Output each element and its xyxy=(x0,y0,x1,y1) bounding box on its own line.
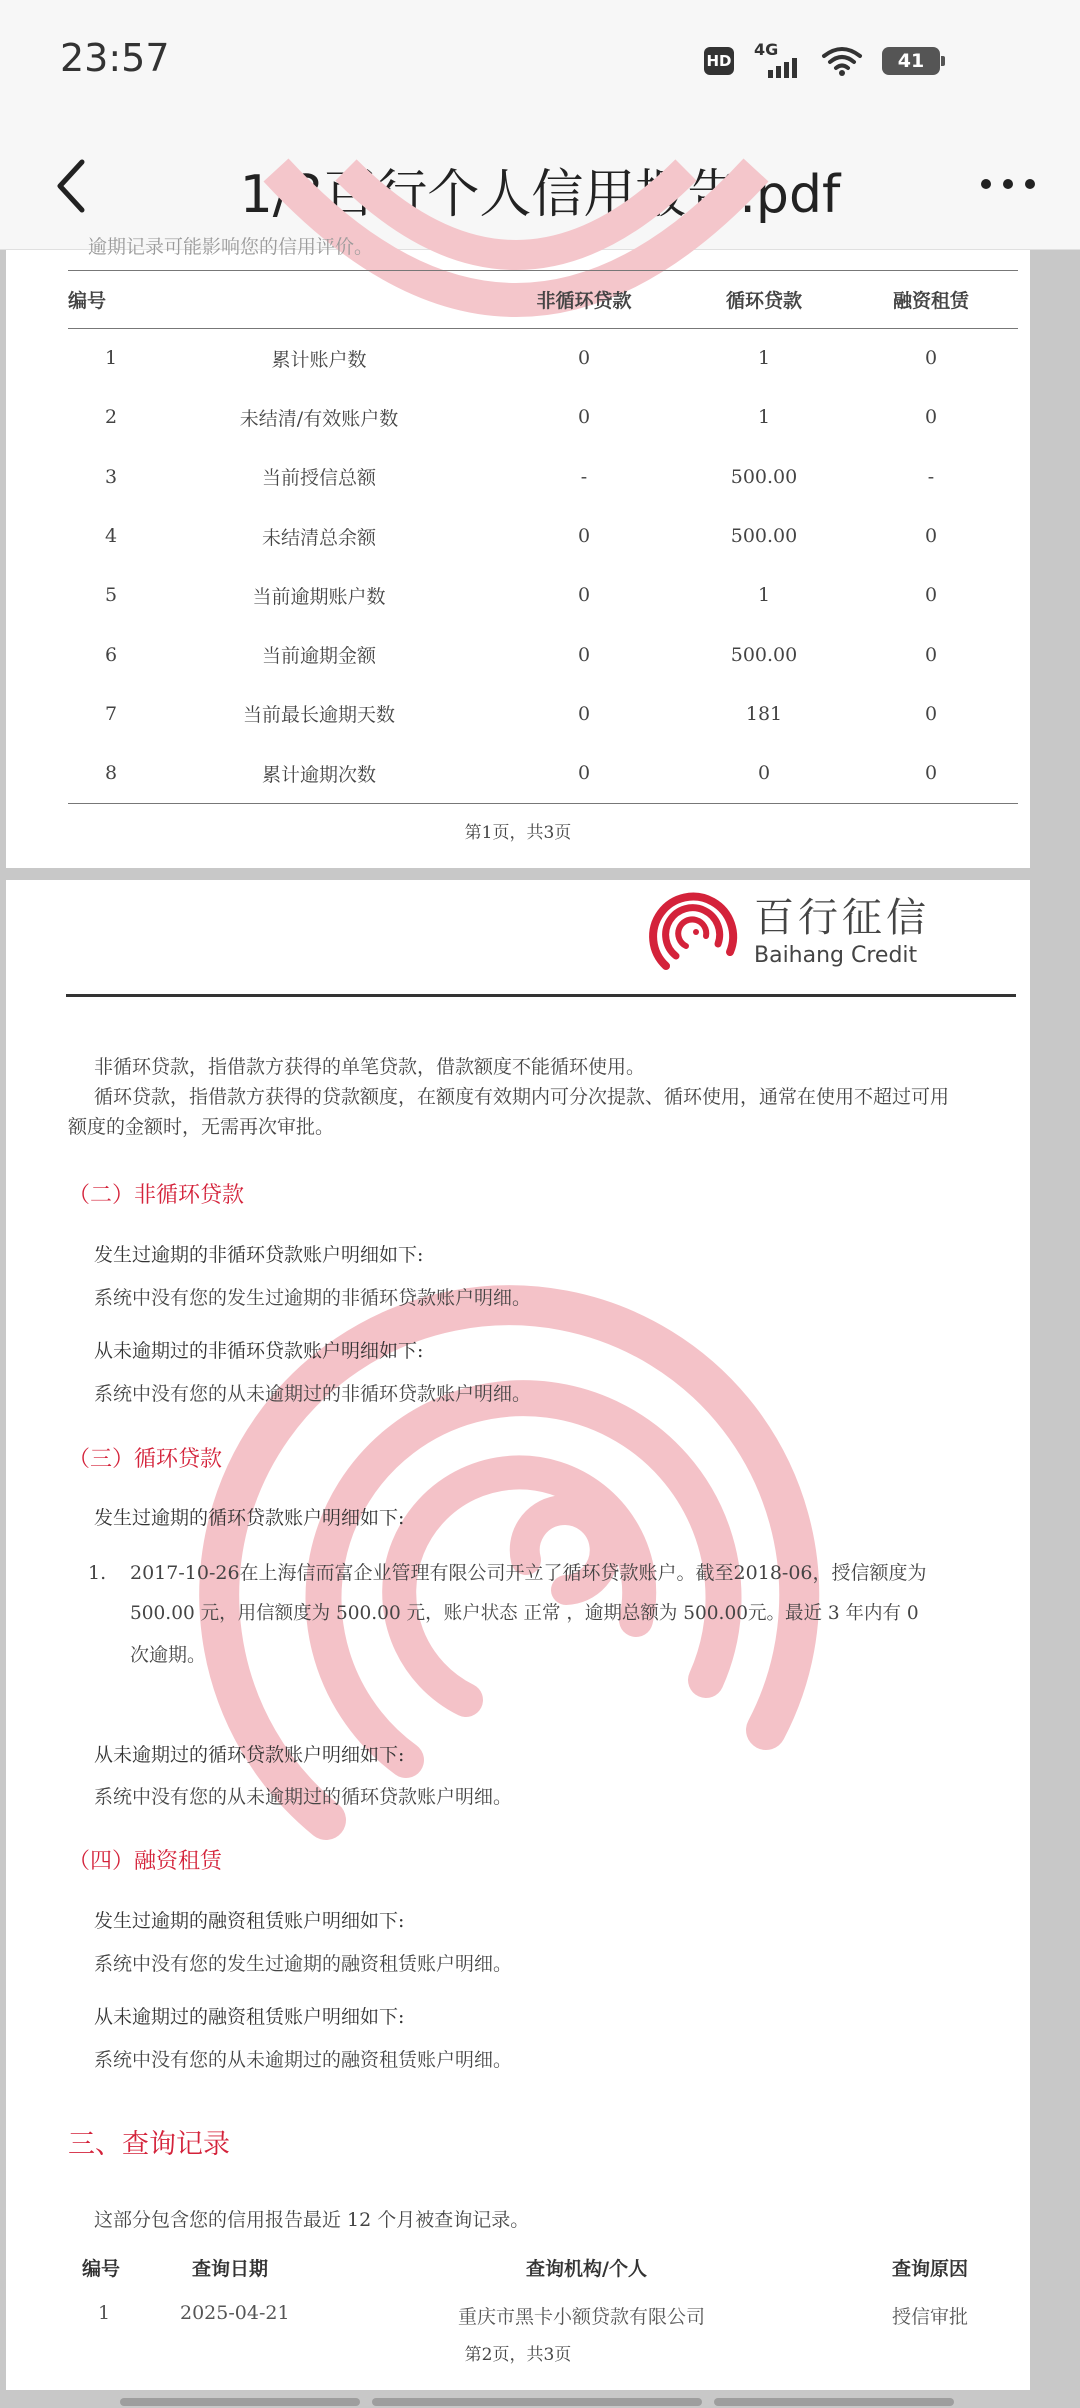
query-header-date: 查询日期 xyxy=(192,2258,269,2280)
table-cell: 1 xyxy=(757,347,771,370)
nonrevolving-overdue-label: 发生过逾期的非循环贷款账户明细如下: xyxy=(94,1244,424,1266)
table-cell: 3 xyxy=(104,465,118,488)
query-header-number: 编号 xyxy=(82,2258,121,2280)
table-cell: 0 xyxy=(924,347,938,370)
table-cell: 0 xyxy=(577,762,591,785)
pdf-page-2[interactable] xyxy=(6,880,1030,2390)
table-row xyxy=(68,447,1018,506)
query-row-institution: 重庆市黑卡小额贷款有限公司 xyxy=(458,2306,706,2328)
battery-icon xyxy=(882,47,940,75)
query-row-date: 2025-04-21 xyxy=(180,2302,290,2324)
table-cell: 0 xyxy=(757,762,771,785)
table-row xyxy=(68,684,1018,743)
app-bar xyxy=(0,118,1080,250)
query-row-reason: 授信审批 xyxy=(892,2306,969,2328)
table-cell: 0 xyxy=(577,702,591,725)
table-cell: 0 xyxy=(577,406,591,429)
wifi-icon xyxy=(822,45,862,77)
table-cell: 8 xyxy=(104,762,118,785)
table-cell: 0 xyxy=(924,702,938,725)
query-row-number: 1 xyxy=(98,2302,111,2324)
section-leasing-heading: （四）融资租赁 xyxy=(68,1849,223,1874)
battery-level: 41 xyxy=(897,50,925,72)
page-1-footer: 第1页，共3页 xyxy=(464,823,572,843)
table-cell xyxy=(684,803,844,804)
revolving-item-line-1: 2017-10-26在上海信而富企业管理有限公司开立了循环贷款账户。截至2018-06，授信额度为 xyxy=(130,1562,927,1584)
header-number: 编号 xyxy=(68,271,154,329)
section-query-heading: 三、查询记录 xyxy=(68,2129,230,2160)
cut-off-text: 逾期记录可能影响您的信用评价。 xyxy=(88,236,374,258)
table-cell: 当前最长逾期天数 xyxy=(242,704,395,727)
table-cell: 未结清总余额 xyxy=(261,526,376,549)
revolving-item-number: 1. xyxy=(88,1562,107,1584)
table-cell: 0 xyxy=(577,584,591,607)
revolving-item-line-3: 次逾期。 xyxy=(130,1644,207,1666)
table-row xyxy=(68,625,1018,684)
leasing-never-text: 系统中没有您的从未逾期过的融资租赁账户明细。 xyxy=(94,2049,513,2071)
revolving-never-text: 系统中没有您的从未逾期过的循环贷款账户明细。 xyxy=(94,1786,513,1808)
table-cell: 7 xyxy=(104,702,118,725)
table-cell: 累计逾期次数 xyxy=(261,763,376,786)
table-row xyxy=(68,329,1018,388)
table-cell: 累计账户数 xyxy=(271,348,367,371)
table-cell: - xyxy=(927,465,935,488)
revolving-overdue-label: 发生过逾期的循环贷款账户明细如下: xyxy=(94,1507,405,1529)
revolving-item-line-2: 500.00 元，用信额度为 500.00 元，账户状态 正常 ，逾期总额为 500.00元。最近 3 年内有 0 xyxy=(130,1603,919,1624)
more-options-icon[interactable] xyxy=(978,174,1038,194)
table-cell: 5 xyxy=(104,584,118,607)
table-row xyxy=(68,744,1018,803)
intro-revolving-definition-2: 额度的金额时，无需再次审批。 xyxy=(68,1116,335,1138)
nonrevolving-never-text: 系统中没有您的从未逾期过的非循环贷款账户明细。 xyxy=(94,1383,532,1405)
table-cell xyxy=(844,803,1018,804)
leasing-overdue-text: 系统中没有您的发生过逾期的融资租赁账户明细。 xyxy=(94,1953,513,1975)
table-cell: 1 xyxy=(104,347,118,370)
baihang-logo-icon xyxy=(648,886,740,978)
document-title: 1/3百行个人信用报告.pdf xyxy=(239,165,841,225)
table-cell: 当前逾期账户数 xyxy=(252,585,386,608)
table-cell: 0 xyxy=(924,584,938,607)
table-cell: 当前逾期金额 xyxy=(261,645,376,668)
page-2-footer: 第2页，共3页 xyxy=(464,2345,572,2365)
query-header-reason: 查询原因 xyxy=(892,2258,969,2280)
section-nonrevolving-heading: （二）非循环贷款 xyxy=(68,1183,245,1208)
table-cell: 0 xyxy=(924,762,938,785)
table-bottom-rule xyxy=(68,803,1018,804)
table-row xyxy=(68,506,1018,565)
brand-name-cn: 百行征信 xyxy=(754,895,930,941)
table-cell: 500.00 xyxy=(730,465,798,488)
revolving-never-label: 从未逾期过的循环贷款账户明细如下: xyxy=(94,1744,405,1766)
pdf-page-1[interactable] xyxy=(6,236,1030,868)
table-cell: 0 xyxy=(577,643,591,666)
nonrevolving-never-label: 从未逾期过的非循环贷款账户明细如下: xyxy=(94,1340,424,1362)
table-cell: 0 xyxy=(924,643,938,666)
status-icons xyxy=(704,40,940,78)
table-cell: 6 xyxy=(104,643,118,666)
table-cell xyxy=(484,803,684,804)
query-header-institution: 查询机构/个人 xyxy=(526,2258,647,2280)
status-time: 23:57 xyxy=(60,36,170,80)
header-leasing: 融资租赁 xyxy=(844,271,1018,329)
table-header-row xyxy=(68,271,1018,329)
table-cell: 1 xyxy=(757,406,771,429)
table-cell: 2 xyxy=(104,406,118,429)
table-cell: 500.00 xyxy=(730,525,798,548)
table-cell: 未结清/有效账户数 xyxy=(239,407,399,430)
table-cell: 500.00 xyxy=(730,643,798,666)
horizontal-scroll-indicators xyxy=(0,2398,1080,2408)
header-nonrevolving: 非循环贷款 xyxy=(484,271,684,329)
header-rule xyxy=(66,994,1016,997)
table-row xyxy=(68,566,1018,625)
header-revolving: 循环贷款 xyxy=(684,271,844,329)
leasing-never-label: 从未逾期过的融资租赁账户明细如下: xyxy=(94,2006,405,2028)
leasing-overdue-label: 发生过逾期的融资租赁账户明细如下: xyxy=(94,1910,405,1932)
hd-voice-icon: HD xyxy=(704,47,734,75)
nonrevolving-overdue-text: 系统中没有您的发生过逾期的非循环贷款账户明细。 xyxy=(94,1287,532,1309)
table-cell: 4 xyxy=(104,525,118,548)
table-cell: 0 xyxy=(924,406,938,429)
table-cell: 0 xyxy=(577,347,591,370)
baihang-brand xyxy=(648,886,930,978)
table-cell xyxy=(68,803,154,804)
query-intro: 这部分包含您的信用报告最近 12 个月被查询记录。 xyxy=(94,2209,530,2231)
table-cell: - xyxy=(580,465,588,488)
table-cell: 181 xyxy=(745,702,783,725)
brand-name-en: Baihang Credit xyxy=(754,943,918,968)
table-row xyxy=(68,388,1018,447)
section-revolving-heading: （三）循环贷款 xyxy=(68,1447,223,1472)
header-item xyxy=(154,271,484,329)
intro-nonrevolving-definition: 非循环贷款，指借款方获得的单笔贷款，借款额度不能循环使用。 xyxy=(94,1056,646,1078)
status-bar xyxy=(0,0,1080,118)
table-cell xyxy=(154,803,484,804)
intro-revolving-definition-1: 循环贷款，指借款方获得的贷款额度，在额度有效期内可分次提款、循环使用，通常在使用不超过可用 xyxy=(94,1086,950,1108)
account-summary-table xyxy=(68,270,1018,804)
table-cell: 当前授信总额 xyxy=(261,467,376,490)
table-cell: 0 xyxy=(577,525,591,548)
table-cell: 1 xyxy=(757,584,771,607)
cellular-signal-icon: 4G xyxy=(754,44,802,78)
table-cell: 0 xyxy=(924,525,938,548)
